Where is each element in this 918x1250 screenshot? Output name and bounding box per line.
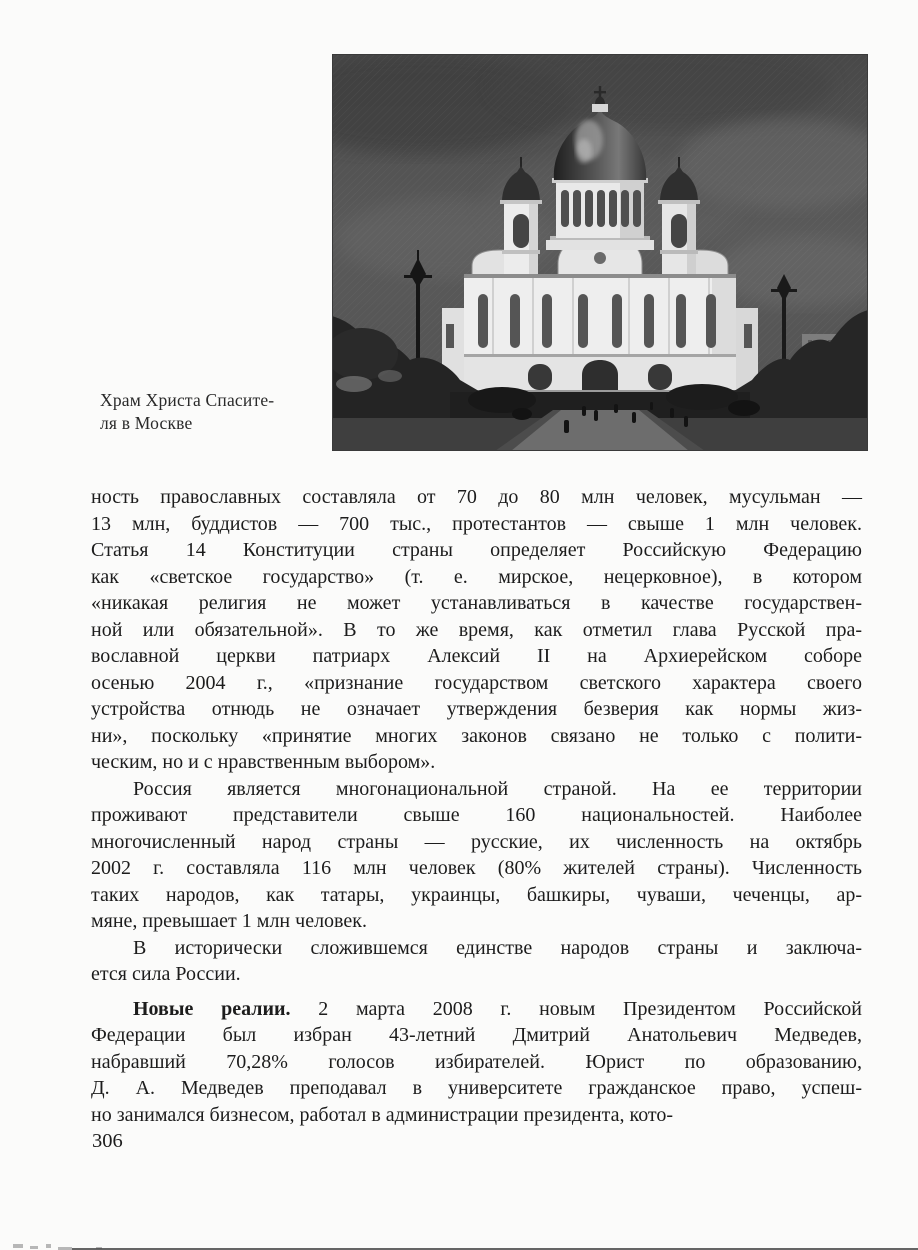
text-line: В исторически сложившемся единстве народов страны и заключа- (133, 936, 862, 959)
cathedral-photo (332, 54, 868, 451)
scan-speck (13, 1244, 23, 1248)
figure-caption (100, 389, 350, 434)
text-line: как «светское государство» (т. е. мирское, нецерковное), в котором (91, 565, 862, 588)
text-line: устройства отнюдь не означает утверждения безверия как нормы жиз- (91, 698, 862, 720)
scan-speck (46, 1244, 51, 1248)
text-line: Новые реалии. 2 марта 2008 г. новым Президентом Российской (133, 997, 863, 1020)
text-line: ной или обязательной». В то же время, как отметил глава Русской пра- (91, 618, 862, 641)
text-line: ность православных составляла от 70 до 80 млн человек, мусульман — (91, 486, 862, 508)
paragraph-multinational (91, 776, 862, 935)
text-line: осенью 2004 г., «признание государством светского характера своего (91, 671, 862, 694)
text-line: «никакая религия не может устанавливаться в качестве государствен- (91, 592, 862, 614)
text-line: набравший 70,28% голосов избирателей. Юрист по образованию, (91, 1050, 862, 1073)
text-line: проживают представители свыше 160 национальностей. Наиболее (91, 804, 862, 826)
text-line: 2002 г. составляла 116 млн человек (80% жителей страны). Численность (91, 857, 862, 879)
cathedral-photo-illustration (332, 54, 868, 451)
text-line: ется сила России. (91, 963, 241, 985)
paragraph-religion (91, 484, 862, 776)
paragraph-new-realities (91, 996, 862, 1129)
text-line: многочисленный народ страны — русские, их численность на октябрь (91, 830, 862, 853)
text-line: таких народов, как татары, украинцы, башкиры, чуваши, чеченцы, ар- (91, 883, 862, 906)
paragraph-unity (91, 935, 862, 988)
text-line: Статья 14 Конституции страны определяет Российскую Федерацию (91, 539, 862, 561)
text-line: но занимался бизнесом, работал в администрации президента, кото- (91, 1103, 674, 1126)
text-line: мяне, превышает 1 млн человек. (91, 910, 367, 932)
text-line: 13 млн, буддистов — 700 тыс., протестантов — свыше 1 млн человек. (91, 512, 862, 535)
text-line: Федерации был избран 43-летний Дмитрий Анатольевич Медведев, (91, 1024, 862, 1046)
text-line: ческим, но и с нравственным выбором». (91, 751, 436, 773)
text-line: вославной церкви патриарх Алексий II на Архиерейском соборе (91, 645, 862, 667)
paragraph-lead-bold: Новые реалии. (133, 997, 291, 1020)
page-number: 306 (92, 1130, 123, 1152)
text-line: Россия является многонациональной страной. На ее территории (133, 777, 862, 800)
figure-caption-line: ля в Москве (100, 412, 193, 433)
figure-caption-line: Храм Христа Спасите- (100, 390, 275, 410)
body-text (91, 484, 862, 1128)
scan-speck (30, 1246, 38, 1249)
text-line: ни», поскольку «принятие многих законов связано не только с полити- (91, 724, 862, 747)
text-line: Д. А. Медведев преподавал в университете гражданское право, успеш- (91, 1077, 862, 1099)
